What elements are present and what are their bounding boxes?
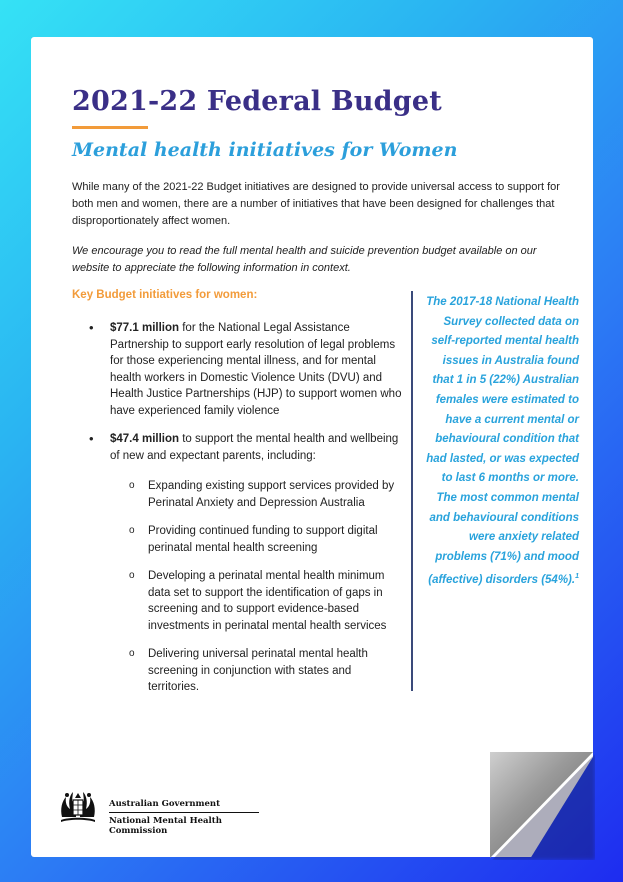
statistics-callout: [421, 293, 579, 591]
key-initiatives-heading: Key Budget initiatives for women:: [72, 289, 258, 301]
coat-of-arms-icon: [58, 787, 98, 825]
government-name: Australian Government: [109, 799, 259, 813]
sub-list-item: o Delivering universal perinatal mental health screening in conjunction with states and territories.: [110, 646, 404, 696]
initiative-amount: $77.1 million: [110, 322, 180, 334]
sub-list-item: o Providing continued funding to support digital perinatal mental health screening: [110, 523, 404, 556]
initiative-text: to support the mental health and wellbeing of new and expectant parents, including:: [110, 433, 399, 462]
intro-paragraph: While many of the 2021-22 Budget initiatives are designed to provide universal access to support for both men and women, there are a number of initiatives that have been designed for challenges that disproportionately affect women.: [72, 181, 560, 227]
title-underline: [72, 126, 148, 129]
list-item: [86, 320, 404, 419]
document-subtitle: Mental health initiatives for Women: [72, 139, 458, 161]
document-title: 2021-22 Federal Budget: [72, 86, 442, 117]
callout-text: The 2017-18 National Health Survey collected data on self-reported mental health issues in Australia found that 1 in 5 (22%) Australian females were estimated to have a current mental or behavioural condition that had lasted, or was expected to last 6 months or more. The most common mental and behavioural conditions were anxiety related problems (71%) and mood (affective) disorders (54%).: [426, 296, 579, 587]
initiative-amount: $47.4 million: [110, 433, 180, 445]
list-item: [86, 431, 404, 696]
agency-name: National Mental Health Commission: [109, 816, 222, 836]
column-divider: [411, 291, 413, 691]
footnote-marker: 1: [575, 573, 579, 581]
initiatives-list: [86, 320, 404, 708]
sub-initiatives-list: [110, 478, 404, 696]
sub-list-item: o Developing a perinatal mental health minimum data set to support the identification of gaps in screening and to support evidence-based investments in perinatal mental health services: [110, 568, 404, 634]
sub-list-item: o Expanding existing support services provided by Perinatal Anxiety and Depression Australia: [110, 478, 404, 511]
initiative-text: for the National Legal Assistance Partnership to support early resolution of legal problems for those experiencing mental illness, and for mental health workers in Domestic Violence Units (DVU) and Health Justice Partnerships (HJP) to support women who have experienced family violence: [110, 322, 402, 417]
encourage-paragraph: We encourage you to read the full mental health and suicide prevention budget available on our website to appreciate the following information in context.: [72, 245, 537, 274]
government-logo: [109, 799, 259, 836]
